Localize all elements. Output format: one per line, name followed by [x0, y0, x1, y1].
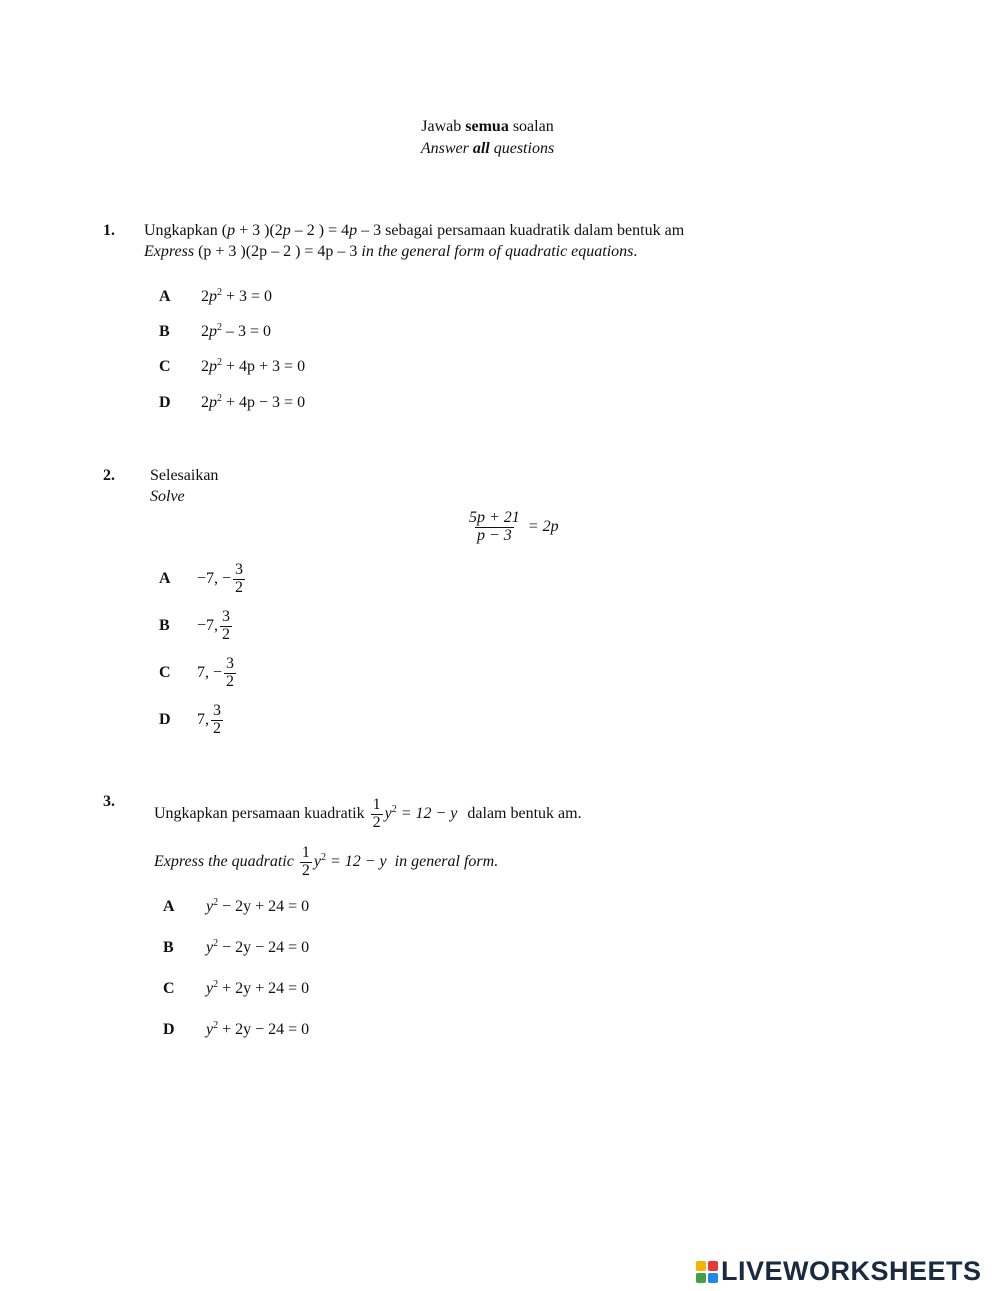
logo-square [696, 1261, 706, 1271]
q1-option-a [159, 288, 272, 306]
option-fraction [224, 656, 236, 691]
variable: p [209, 394, 217, 411]
remainder: − 2y − 24 = 0 [218, 939, 310, 956]
q1-option-c [159, 358, 305, 376]
q2-option-b [159, 609, 234, 644]
q2-equation [465, 510, 559, 545]
denominator: 2 [222, 625, 231, 643]
exponent: 2 [213, 979, 219, 990]
q3-malay-text: Ungkapkan persamaan kuadratik $\frac{1}{2}$ $y^2 = 12 - y$ dalam bentuk am. [154, 796, 582, 831]
numerator: 3 [235, 561, 244, 578]
numerator: 3 [222, 608, 231, 625]
coef: 2 [201, 394, 209, 411]
q3-english-text: Express the quadratic $\frac{1}{2}$ $y^2 = 12 - y$ in general form. [154, 844, 499, 879]
option-expression [206, 939, 309, 956]
option-values: −7, − [197, 570, 232, 588]
q2-option-c [159, 656, 238, 691]
q3-malay-fraction: $\frac{1}{2}$ [372, 796, 381, 831]
option-letter: A [163, 898, 175, 915]
q2-english-text: Solve [150, 488, 185, 505]
option-letter: C [159, 664, 171, 682]
q3-number: 3. [103, 793, 115, 810]
q3-option-b [163, 939, 309, 957]
liveworksheets-logo [696, 1256, 982, 1287]
option-expression [206, 1021, 309, 1038]
header-line-english: Answer all questions [420, 140, 555, 157]
option-expression [201, 394, 305, 411]
logo-square [696, 1273, 706, 1283]
denominator: 2 [226, 672, 235, 690]
denominator: 2 [213, 719, 221, 737]
option-letter: C [163, 980, 175, 997]
option-values: 7, [197, 711, 209, 729]
remainder: – 3 = 0 [222, 323, 272, 340]
remainder: + 2y − 24 = 0 [218, 1021, 310, 1038]
variable: y [206, 898, 214, 915]
q3-option-c [163, 980, 309, 998]
denominator: 2 [235, 578, 244, 596]
remainder: − 2y + 24 = 0 [218, 898, 310, 915]
option-letter: B [159, 617, 170, 635]
option-expression [206, 898, 309, 915]
variable: p [209, 323, 217, 340]
option-expression [206, 980, 309, 997]
coef: 2 [201, 288, 209, 305]
logo-square [708, 1273, 718, 1283]
exponent: 2 [217, 357, 222, 368]
exponent: 2 [213, 938, 219, 949]
q2-number: 2. [103, 467, 115, 484]
header-line-malay: Jawab semua soalan [421, 118, 554, 135]
exponent: 2 [213, 897, 219, 908]
q3-option-d [163, 1021, 309, 1039]
option-values: −7, [197, 617, 219, 635]
option-letter: D [163, 1021, 175, 1038]
logo-grid-icon [696, 1261, 718, 1283]
q2-malay-text: Selesaikan [150, 467, 219, 484]
option-fraction [233, 562, 245, 597]
exponent: 2 [217, 287, 222, 298]
q2-option-a [159, 562, 247, 597]
q2-option-d [159, 703, 225, 738]
variable: y [206, 939, 214, 956]
remainder: + 3 = 0 [222, 288, 273, 305]
variable: y [206, 980, 214, 997]
q3-option-a [163, 898, 309, 916]
q1-option-d [159, 394, 305, 412]
q1-malay-text: Ungkapkan (p + 3 )(2p – 2 ) = 4p – 3 sebagai persamaan kuadratik dalam bentuk am [144, 222, 685, 239]
option-expression [201, 323, 271, 340]
option-letter: D [159, 711, 171, 729]
option-letter: A [159, 570, 171, 588]
option-letter: B [159, 323, 170, 340]
option-letter: C [159, 358, 171, 375]
option-letter: D [159, 394, 171, 411]
q2-equation-rhs: = 2p [527, 517, 559, 535]
option-values: 7, − [197, 664, 223, 682]
exponent: 2 [213, 1020, 219, 1031]
logo-square [708, 1261, 718, 1271]
option-letter: B [163, 939, 174, 956]
option-fraction [211, 703, 223, 738]
q3-english-fraction: $\frac{1}{2}$ [301, 844, 310, 879]
variable: y [206, 1021, 214, 1038]
q1-number: 1. [103, 222, 115, 239]
exponent: 2 [217, 393, 222, 404]
numerator: 3 [213, 702, 221, 719]
option-expression [201, 288, 272, 305]
variable: p [209, 288, 217, 305]
remainder: + 4p + 3 = 0 [222, 358, 306, 375]
coef: 2 [201, 358, 209, 375]
variable: p [209, 358, 217, 375]
q1-english-text: Express (p + 3 )(2p – 2 ) = 4p – 3 in the general form of quadratic equations. [144, 243, 638, 260]
numerator: 3 [226, 655, 235, 672]
logo-text: LIVEWORKSHEETS [721, 1256, 982, 1286]
exponent: 2 [217, 322, 222, 333]
q1-option-b [159, 323, 271, 341]
coef: 2 [201, 323, 209, 340]
remainder: + 2y + 24 = 0 [218, 980, 310, 997]
option-expression [201, 358, 305, 375]
q2-equation-fraction: $\frac{5p + 21}{p - 3}$ [469, 509, 520, 544]
remainder: + 4p − 3 = 0 [222, 394, 306, 411]
option-letter: A [159, 288, 171, 305]
option-fraction [220, 609, 232, 644]
